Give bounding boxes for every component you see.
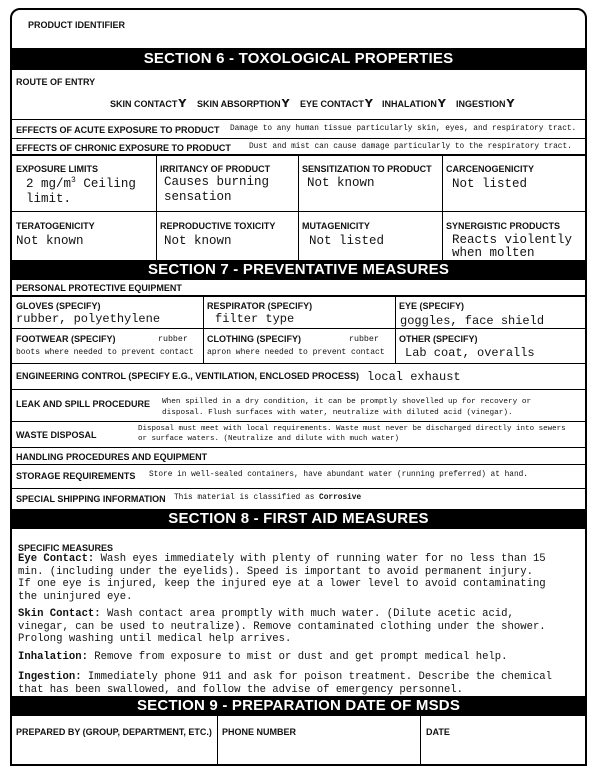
ppe-row xyxy=(12,280,585,297)
other-ppe-label: OTHER (SPECIFY) xyxy=(399,334,478,344)
route-ingestion: INGESTIONY xyxy=(456,97,515,110)
mutagenicity-label: MUTAGENICITY xyxy=(302,221,370,231)
ppe-grid-row-2 xyxy=(12,329,585,364)
preparation-row xyxy=(12,716,585,766)
ppe-label: PERSONAL PROTECTIVE EQUIPMENT xyxy=(16,283,182,293)
inhalation-measure: Inhalation: Remove from exposure to mist or dust and get prompt medical help. xyxy=(18,651,508,663)
storage-text: Store in well-sealed containers, have abundant water (running preferred) at hand. xyxy=(149,471,528,479)
storage-label: STORAGE REQUIREMENTS xyxy=(16,471,136,481)
reproductive-toxicity-label: REPRODUCTIVE TOXICITY xyxy=(160,221,276,231)
waste-disposal-row xyxy=(12,422,585,448)
acute-exposure-text: Damage to any human tissue particularly skin, eyes, and respiratory tract. xyxy=(230,125,577,133)
respirator-label: RESPIRATOR (SPECIFY) xyxy=(207,301,313,311)
skin-contact-measure: Skin Contact: Wash contact area promptly with much water. (Dilute acetic acid, vinegar, can be used to neutralize). Remove contaminated clothing under the shower. Prolong washing until medical help arrives. xyxy=(18,608,546,645)
waste-disposal-text-line2: or surface waters. (Neutralize and dilute with much water) xyxy=(138,435,400,443)
other-ppe-value: Lab coat, overalls xyxy=(405,346,535,360)
synergistic-products-label: SYNERGISTIC PRODUCTS xyxy=(446,221,561,231)
eye-protection-value: goggles, face shield xyxy=(400,314,545,328)
leak-spill-text: When spilled in a dry condition, it can be promptly shovelled up for recovery or xyxy=(162,398,532,406)
gloves-label: GLOVES (SPECIFY) xyxy=(16,301,101,311)
chronic-exposure-label: EFFECTS OF CHRONIC EXPOSURE TO PRODUCT xyxy=(16,143,231,153)
shipping-row xyxy=(12,489,585,509)
footwear-word: rubber xyxy=(158,335,188,344)
check-mark-icon: Y xyxy=(281,97,290,110)
engineering-control-row xyxy=(12,364,585,390)
teratogenicity-value: Not known xyxy=(16,234,84,248)
leak-spill-row xyxy=(12,390,585,422)
check-mark-icon: Y xyxy=(364,97,373,110)
route-skin-contact: SKIN CONTACTY xyxy=(110,97,187,110)
tox-grid-row-1 xyxy=(12,156,585,212)
ppe-grid-row-1 xyxy=(12,297,585,329)
eye-contact-measure: Eye Contact: Wash eyes immediately with plenty of running water for no less than 15 min. (including under the eyelids). Speed is important to avoid permanent injury. If one eye is injured, keep the injured eye at a lower level to avoid contaminating the uninjured eye. xyxy=(18,553,546,603)
exposure-limits-value: 2 $mg/m^3$ Ceiling xyxy=(26,176,136,192)
phone-number-label: PHONE NUMBER xyxy=(222,727,297,737)
sensitization-label: SENSITIZATION TO PRODUCT xyxy=(302,164,432,174)
eye-protection-label: EYE (SPECIFY) xyxy=(399,301,465,311)
irritancy-value: Causes burning xyxy=(164,175,270,189)
irritancy-label: IRRITANCY OF PRODUCT xyxy=(160,164,271,174)
exposure-limits-value-line2: limit. xyxy=(26,192,72,206)
prepared-by-label: PREPARED BY (GROUP, DEPARTMENT, ETC.) xyxy=(16,727,212,737)
acute-exposure-label: EFFECTS OF ACUTE EXPOSURE TO PRODUCT xyxy=(16,125,220,135)
exposure-limits-label: EXPOSURE LIMITS xyxy=(16,164,99,174)
mutagenicity-value: Not listed xyxy=(309,234,385,248)
route-eye-contact: EYE CONTACTY xyxy=(300,97,373,110)
route-inhalation: INHALATIONY xyxy=(382,97,446,110)
section-9-title: SECTION 9 - PREPARATION DATE OF MSDS xyxy=(12,696,585,716)
footwear-text: boots where needed to prevent contact xyxy=(16,348,194,357)
leak-spill-text-line2: disposal. Flush surfaces with water, neutralize with diluted acid (vinegar). xyxy=(162,409,513,417)
handling-row xyxy=(12,448,585,465)
msds-form xyxy=(10,8,587,766)
route-of-entry-row xyxy=(12,70,585,120)
waste-disposal-text: Disposal must meet with local requirements. Waste must never be discharged directly into sewers xyxy=(138,425,566,433)
date-label: DATE xyxy=(426,727,450,737)
synergistic-products-value-line2: when molten xyxy=(452,246,535,260)
route-skin-absorption: SKIN ABSORPTIONY xyxy=(197,97,290,110)
shipping-label: SPECIAL SHIPPING INFORMATION xyxy=(16,494,166,504)
waste-disposal-label: WASTE DISPOSAL xyxy=(16,430,97,440)
section-7-title: SECTION 7 - PREVENTATIVE MEASURES xyxy=(12,260,585,280)
section-6-title: SECTION 6 - TOXOLOGICAL PROPERTIES xyxy=(12,48,585,70)
section-8-title: SECTION 8 - FIRST AID MEASURES xyxy=(12,509,585,529)
acute-exposure-row xyxy=(12,120,585,139)
shipping-text: This material is classified as Corrosive xyxy=(174,494,362,502)
engineering-control-label: ENGINEERING CONTROL (SPECIFY E.G., VENTILATION, ENCLOSED PROCESS) xyxy=(16,371,360,381)
product-identifier-label: PRODUCT IDENTIFIER xyxy=(28,20,126,30)
synergistic-products-value: Reacts violently xyxy=(452,233,573,247)
check-mark-icon: Y xyxy=(178,97,187,110)
irritancy-value-line2: sensation xyxy=(164,190,232,204)
respirator-value: filter type xyxy=(215,312,295,326)
clothing-word: rubber xyxy=(349,335,379,344)
product-identifier-row xyxy=(12,10,585,48)
sensitization-value: Not known xyxy=(307,176,375,190)
clothing-label: CLOTHING (SPECIFY) xyxy=(207,334,301,344)
clothing-text: apron where needed to prevent contact xyxy=(207,348,385,357)
engineering-control-value: local exhaust xyxy=(367,370,461,384)
carcinogenicity-label: CARCENOGENICITY xyxy=(446,164,535,174)
ingestion-measure: Ingestion: Immediately phone 911 and ask for poison treatment. Describe the chemical that has been swallowed, and follow the advise of emergency personnel. xyxy=(18,671,553,696)
teratogenicity-label: TERATOGENICITY xyxy=(16,221,95,231)
first-aid-block xyxy=(12,529,585,694)
gloves-value: rubber, polyethylene xyxy=(16,312,161,326)
handling-label: HANDLING PROCEDURES AND EQUIPMENT xyxy=(16,452,208,462)
tox-grid-row-2 xyxy=(12,212,585,260)
footwear-label: FOOTWEAR (SPECIFY) xyxy=(16,334,116,344)
check-mark-icon: Y xyxy=(506,97,515,110)
leak-spill-label: LEAK AND SPILL PROCEDURE xyxy=(16,399,151,409)
specific-measures-label: SPECIFIC MEASURES xyxy=(18,543,114,553)
route-of-entry-label: ROUTE OF ENTRY xyxy=(16,77,96,87)
chronic-exposure-row xyxy=(12,139,585,156)
reproductive-toxicity-value: Not known xyxy=(164,234,232,248)
check-mark-icon: Y xyxy=(437,97,446,110)
carcinogenicity-value: Not listed xyxy=(452,177,528,191)
storage-row xyxy=(12,465,585,489)
chronic-exposure-text: Dust and mist can cause damage particularly to the respiratory tract. xyxy=(249,143,572,151)
